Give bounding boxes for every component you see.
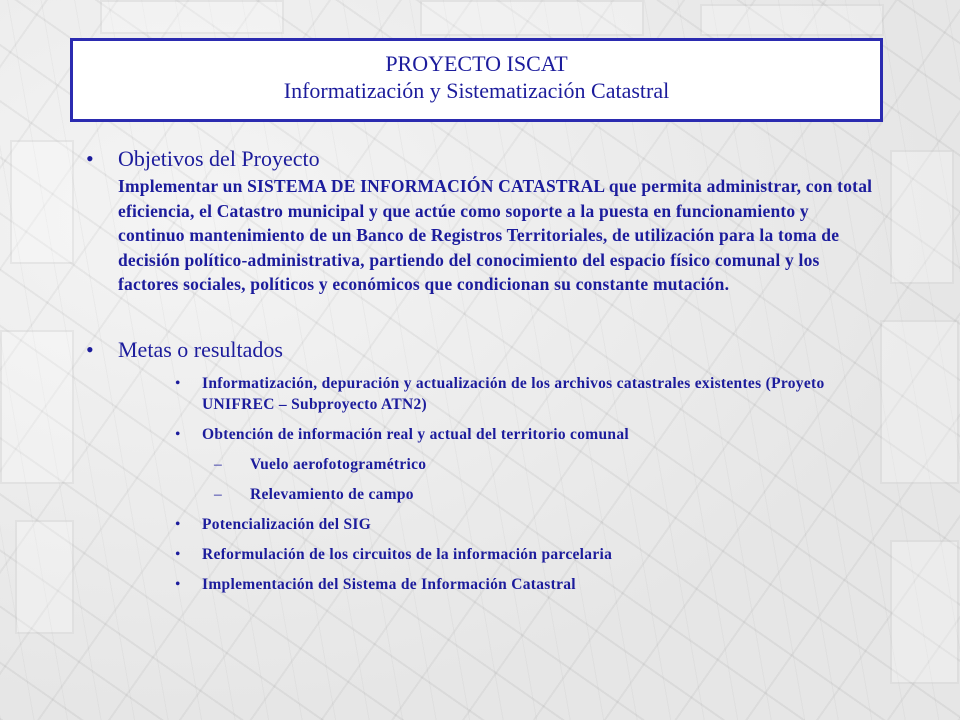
- title-box: [70, 38, 883, 122]
- title-line-2: Informatización y Sistematización Catastral: [283, 78, 670, 103]
- title-line-1: PROYECTO ISCAT: [385, 51, 568, 76]
- bullet-icon: •: [175, 575, 181, 593]
- heading-metas-text: Metas o resultados: [118, 336, 283, 362]
- bullet-icon: •: [86, 336, 94, 362]
- sub-list-item: – Relevamiento de campo: [214, 485, 414, 503]
- heading-objetivos-text: Objetivos del Proyecto: [118, 146, 320, 171]
- list-item: • Potencialización del SIG: [175, 515, 372, 533]
- objetivos-paragraph: Implementar un SISTEMA DE INFORMACIÓN CATASTRAL que permita administrar, con total eficiencia, el Catastro municipal y que actúe como soporte a la puesta en funcionamiento y continuo mantenimiento de un Banco de Registros Territoriales, de utilización para la toma de decisión político-administrativa, partiendo del conocimiento del espacio físico comunal y los factores sociales, políticos y económicos que condicionan su constante mutación.: [118, 176, 873, 294]
- list-item: • Informatización, depuración y actualización de los archivos catastrales existentes (Proyeto UNIFREC – Subproyecto ATN2): [175, 374, 825, 413]
- list-item: • Reformulación de los circuitos de la información parcelaria: [175, 545, 613, 563]
- slide-content: [86, 144, 886, 604]
- dash-icon: –: [214, 485, 223, 503]
- list-item: • Implementación del Sistema de Información Catastral: [175, 575, 576, 593]
- sub-list-item: – Vuelo aerofotogramétrico: [214, 455, 427, 473]
- heading-metas: [86, 335, 886, 365]
- bullet-icon: •: [86, 146, 94, 171]
- bullet-icon: •: [175, 374, 181, 392]
- heading-objetivos: [86, 144, 886, 174]
- bullet-icon: •: [175, 515, 181, 533]
- dash-icon: –: [214, 455, 223, 473]
- list-item: • Obtención de información real y actual del territorio comunal: [175, 425, 629, 443]
- bullet-icon: •: [175, 545, 181, 563]
- bullet-icon: •: [175, 425, 181, 443]
